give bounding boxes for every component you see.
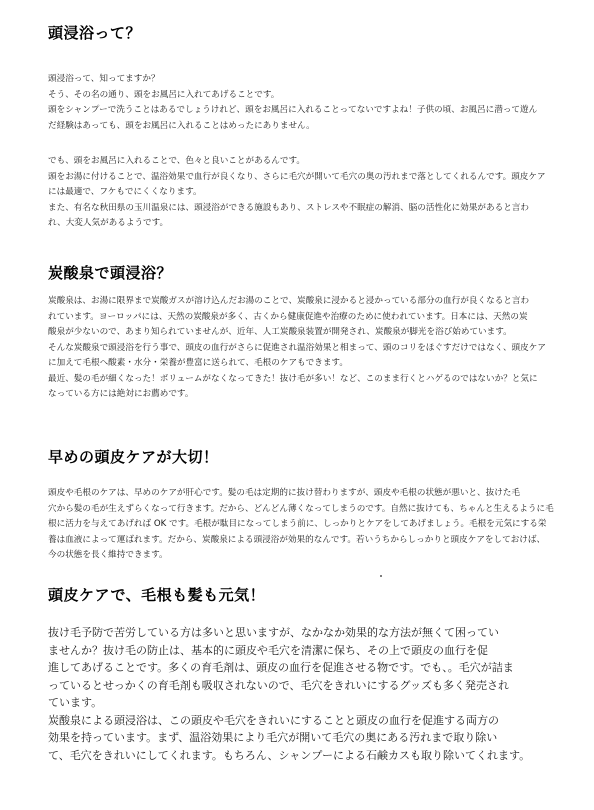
text-line: 頭浸浴って、知ってますか？ [48,74,160,84]
text-line: 進してあげることです。多くの育毛剤は、頭皮の血行を促進させる物です。でも、。毛穴が詰ま [48,661,514,674]
text-line: 効果を持っています。まず、温浴効果により毛穴が開いて毛穴の奥にある汚れまで取り除い [48,731,498,744]
text-line: そんな炭酸泉で頭浸浴を行う事で、頭皮の血行がさらに促進され温浴効果と相まって、頭のコリをほぐすだけではなく、頭皮ケア [48,342,546,353]
text-line: ています。 [48,696,103,709]
stray-mark [380,575,382,577]
text-line: 酸泉が少ないので、あまり知られていませんが、近年、人工炭酸泉装置が開発され、炭酸泉が脚光を浴び始めています。 [48,327,512,337]
paragraph-1-2 [48,154,558,232]
section-heading-3: 早めの頭皮ケアが大切！ [48,448,219,466]
text-line: 抜け毛予防で苦労している方は多いと思いますが、なかなか効果的な方法が無くて困ってい [48,626,499,639]
text-line: なっている方には絶対にお薦めです。 [48,389,194,399]
text-line: れ、大変人気があるようです。 [48,218,169,228]
text-line: 炭酸泉は、お湯に限界まで炭酸ガスが溶け込んだお湯のことで、炭酸泉に浸かると浸かっている部分の血行が良くなると言わ [48,296,530,306]
text-line: 今の状態を長く維持できます。 [48,550,168,560]
section-heading-2: 炭酸泉で頭浸浴？ [48,264,173,282]
text-line: でも、頭をお風呂に入れることで、色々と良いことがあるんです。 [48,156,305,166]
text-line: っているとせっかくの育毛剤も吸収されないので、毛穴をきれいにするグッズも多く発売され [48,678,510,692]
text-line: 養は血液によって運ばれます。だから、炭酸泉による頭浸浴が効果的なんです。若いうちからしっかりと頭皮ケアをしておけば、 [48,534,546,545]
section-heading-1: 頭浸浴って？ [48,24,142,42]
paragraph-4-1 [48,624,558,764]
paragraph-2-1 [48,294,558,403]
text-line: だ経験はあっても、頭をお風呂に入れることはめったにありません。 [48,120,315,131]
text-line: 根に活力を与えてあげれば OK です。毛根が駄目になってしまう前に、しっかりとケアをしてあげましょう。毛根を元気にする栄 [48,519,547,529]
paragraph-3-1 [48,486,558,564]
text-line: て、毛穴をきれいにしてくれます。もちろん、シャンプーによる石鹸カスも取り除いてくれます。 [48,748,531,762]
text-line: 頭皮や毛根のケアは、早めのケアが肝心です。髪の毛は定期的に抜け替わりますが、頭皮や毛根の状態が悪いと、抜けた毛 [48,488,520,498]
text-line: そう、その名の通り、頭をお風呂に入れてあげることです。 [48,89,280,100]
text-line: に加えて毛根へ酸素・水分・栄養が豊富に送られて、毛根のケアもできます。 [48,358,348,368]
text-line: れています。ヨーロッパには、天然の炭酸泉が多く、古くから健康促進や治療のために使われています。日本には、天然の炭 [48,311,528,322]
section-heading-4: 頭皮ケアで、毛根も髪も元気！ [48,586,266,604]
text-line: 最近、髪の毛が細くなった！ボリュームがなくなってきた！抜け毛が多い！など、このまま行くとハゲるのではないか？と気に [48,373,538,384]
text-line: 炭酸泉による頭浸浴は、この頭皮や毛穴をきれいにすることと頭皮の血行を促進する両方の [48,713,499,727]
text-line: 頭をシャンプーで洗うことはあるでしょうけれど、頭をお風呂に入れることってないですよね！子供の頃、お風呂に潜って遊ん [48,105,538,115]
text-line: ませんか？抜け毛の防止は、基本的に頭皮や毛穴を清潔に保ち、その上で頭皮の血行を促 [48,643,488,657]
text-line: 頭をお湯に付けることで、温浴効果で血行が良くなり、さらに毛穴が開いて毛穴の奥の汚れまで落としてくれるんです。頭皮ケア [48,171,546,182]
paragraph-1-1 [48,72,558,134]
text-line: 穴から髪の毛が生えずらくなって行きます。だから、どんどん薄くなってしまうのです。自然に抜けても、ちゃんと生えるように毛 [48,503,554,514]
text-line: には最適で、フケもでにくくなります。 [48,187,202,197]
text-line: また、有名な秋田県の玉川温泉には、頭浸浴ができる施設もあり、ストレスや不眠症の解消、脳の活性化に効果があると言わ [48,202,529,213]
